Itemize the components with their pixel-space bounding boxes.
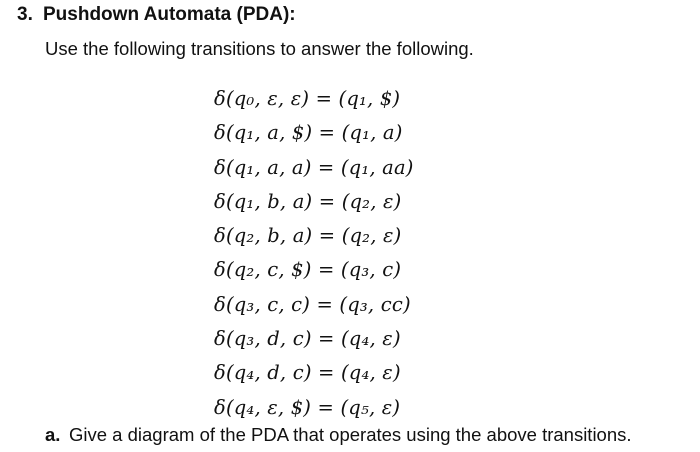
transition-10: δ(q₄, ε, $) = (q₅, ε) <box>214 395 401 419</box>
transition-3: δ(q₁, a, a) = (q₁, aa) <box>214 155 414 179</box>
sub-question-letter: a. <box>45 424 61 445</box>
transition-list <box>214 82 414 425</box>
question-heading <box>17 4 296 26</box>
transition-6: δ(q₂, c, $) = (q₃, c) <box>214 258 402 282</box>
sub-question-text: Give a diagram of the PDA that operates using the above transitions. <box>69 424 632 445</box>
sub-question-a <box>45 424 632 446</box>
transition-2: δ(q₁, a, $) = (q₁, a) <box>214 121 403 145</box>
transition-8: δ(q₃, d, c) = (q₄, ε) <box>214 327 401 351</box>
transition-5: δ(q₂, b, a) = (q₂, ε) <box>214 224 402 248</box>
question-intro: Use the following transitions to answer the following. <box>45 38 474 59</box>
question-number: 3. <box>17 4 33 25</box>
transition-4: δ(q₁, b, a) = (q₂, ε) <box>214 189 402 213</box>
question-title: Pushdown Automata (PDA): <box>43 4 296 25</box>
transition-7: δ(q₃, c, c) = (q₃, cc) <box>214 292 411 316</box>
transition-1: δ(q₀, ε, ε) = (q₁, $) <box>214 87 401 110</box>
transition-9: δ(q₄, d, c) = (q₄, ε) <box>214 361 401 385</box>
